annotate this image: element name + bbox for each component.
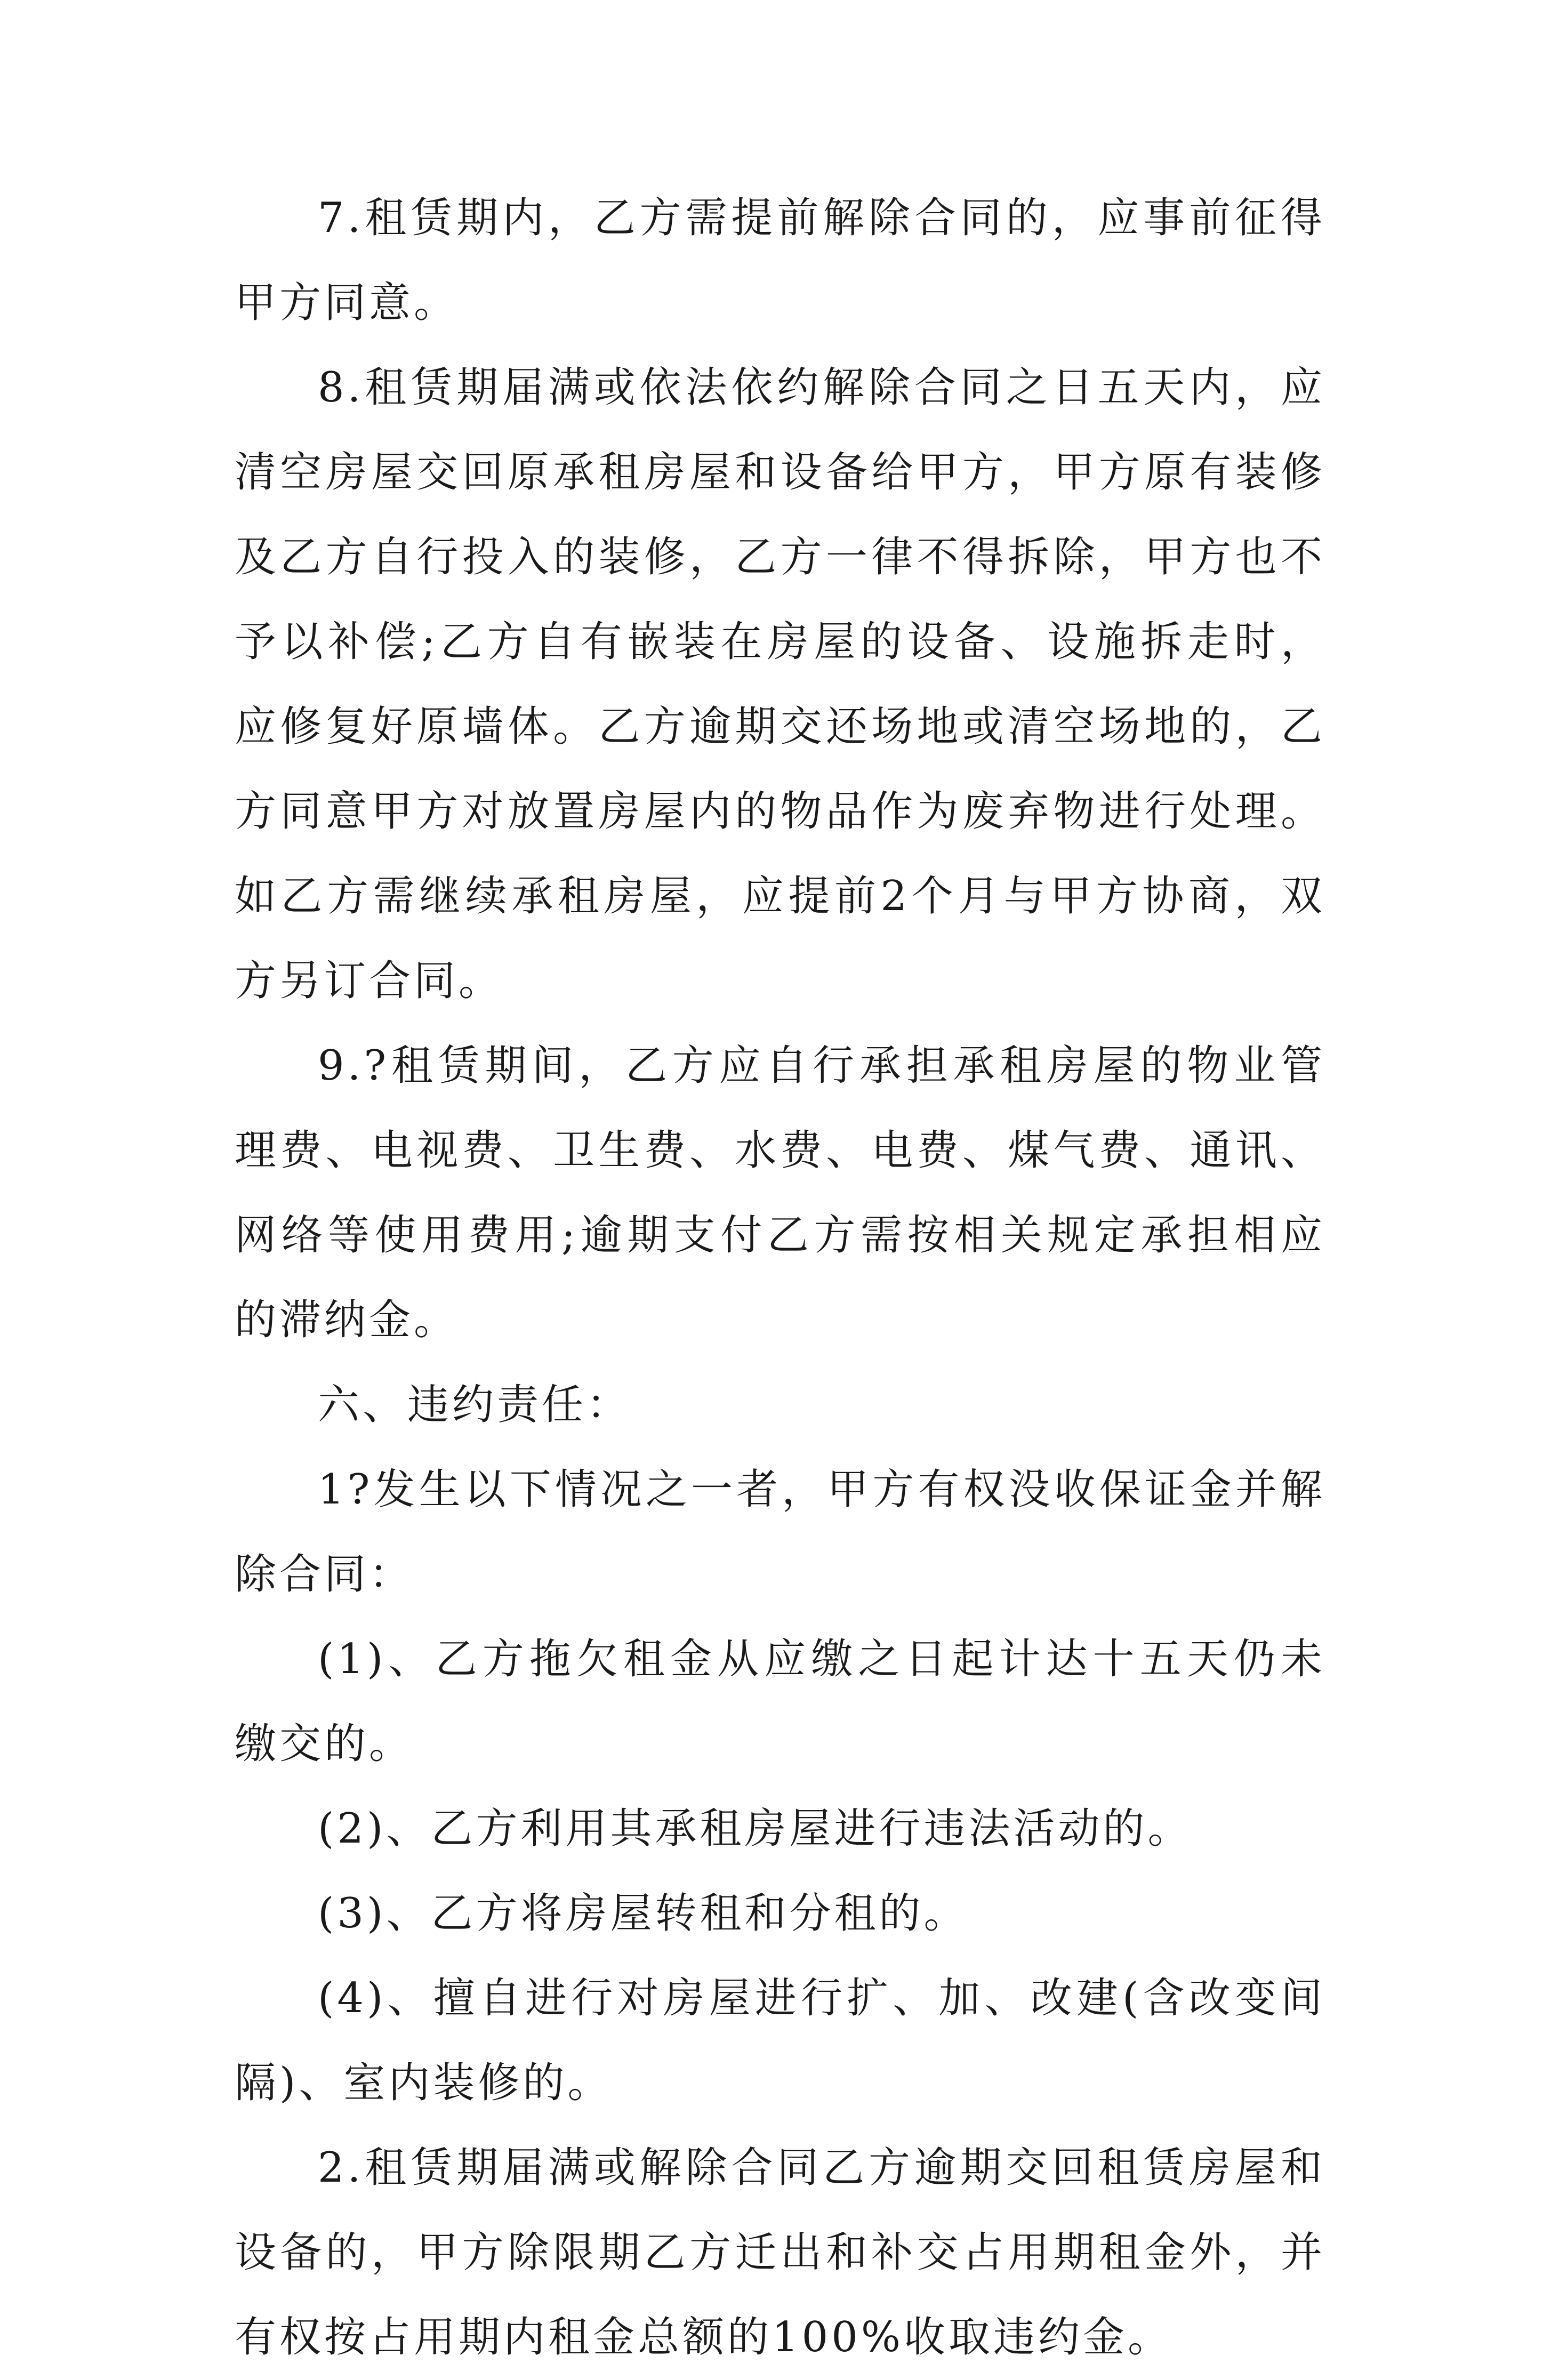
liability-sub-1: (1)、乙方拖欠租金从应缴之日起计达十五天仍未缴交的。 — [235, 1635, 1325, 1768]
clause-7-early-termination: 7.租赁期内，乙方需提前解除合同的，应事前征得甲方同意。 — [235, 194, 1325, 327]
liability-sub-2: (2)、乙方利用其承租房屋进行违法活动的。 — [318, 1805, 1193, 1853]
liability-sub-4: (4)、擅自进行对房屋进行扩、加、改建(含改变间隔)、室内装修的。 — [235, 1974, 1325, 2107]
liability-item-2: 2.租赁期届满或解除合同乙方逾期交回租赁房屋和设备的，甲方除限期乙方迁出和补交占用期租金外，并有权按占用期内租金总额的100%收取违约金。 — [235, 2144, 1325, 2361]
liability-item-1: 1?发生以下情况之一者，甲方有权没收保证金并解除合同： — [235, 1466, 1325, 1598]
contract-body — [235, 176, 1325, 2380]
clause-8-expiry-return: 8.租赁期届满或依法依约解除合同之日五天内，应清空房屋交回原承租房屋和设备给甲方，甲方原有装修及乙方自行投入的装修，乙方一律不得拆除，甲方也不予以补偿;乙方自有嵌装在房屋的设备、设施拆走时，应修复好原墙体。乙方逾期交还场地或清空场地的，乙方同意甲方对放置房屋内的物品作为废弃物进行处理。如乙方需继续承租房屋，应提前2个月与甲方协商，双方另订合同。 — [235, 364, 1325, 1005]
clause-9-utility-fees: 9.?租赁期间，乙方应自行承担承租房屋的物业管理费、电视费、卫生费、水费、电费、煤气费、通讯、网络等使用费用;逾期支付乙方需按相关规定承担相应的滞纳金。 — [235, 1042, 1325, 1344]
liability-sub-3: (3)、乙方将房屋转租和分租的。 — [318, 1889, 969, 1937]
section-heading-liability: 六、违约责任： — [318, 1381, 632, 1429]
